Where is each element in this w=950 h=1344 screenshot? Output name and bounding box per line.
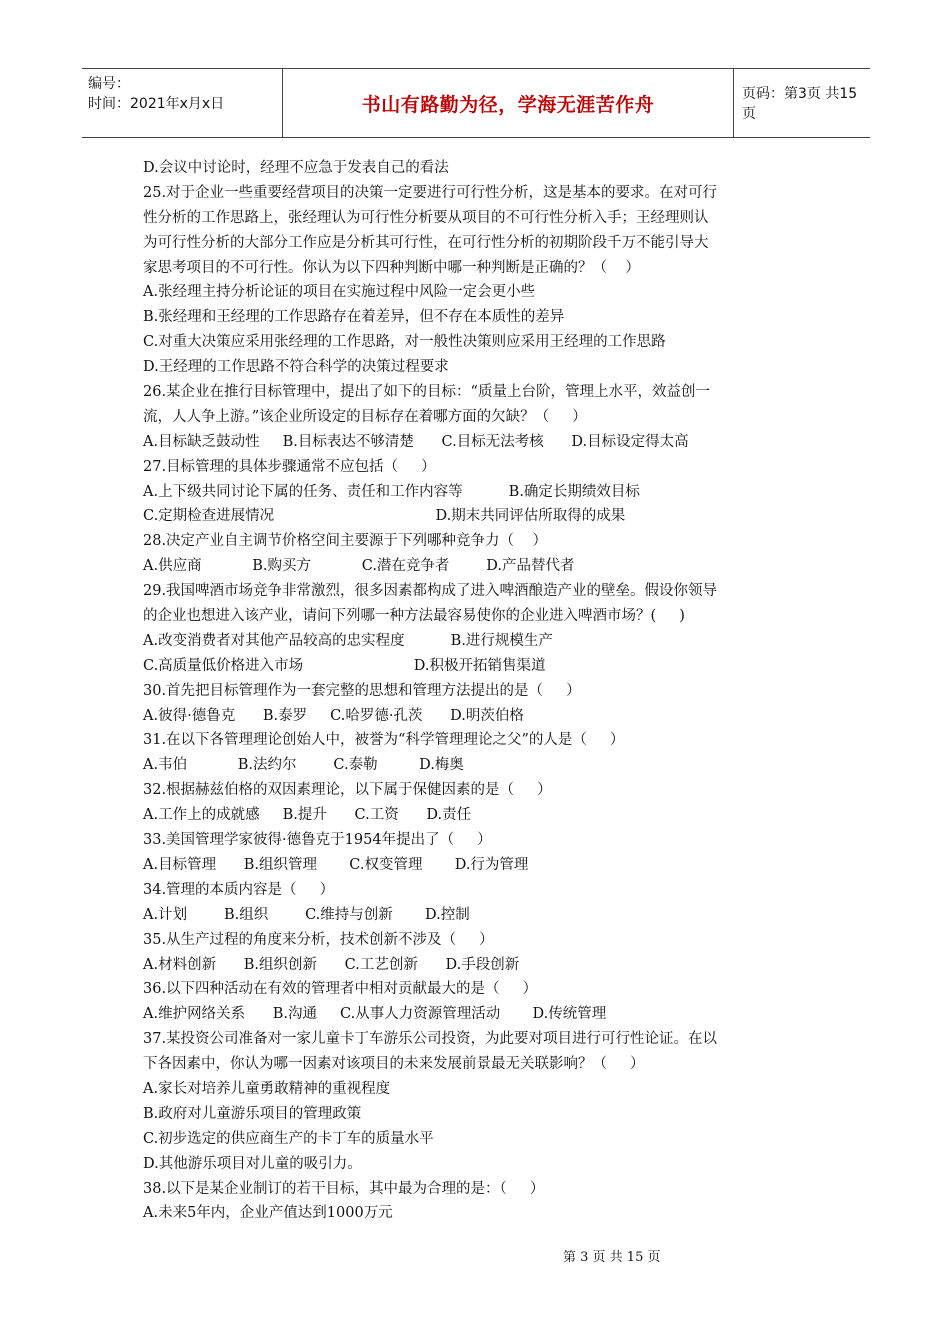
text-line: 26.某企业在推行目标管理中，提出了如下的目标：“质量上台阶，管理上水平，效益创一 — [143, 384, 710, 401]
text-line: 30.首先把目标管理作为一套完整的思想和管理方法提出的是（ ） — [143, 682, 581, 699]
footer-page-number: 第 3 页 共 15 页 — [563, 1250, 661, 1265]
text-line: D.其他游乐项目对儿童的吸引力。 — [143, 1155, 362, 1172]
text-line: 33.美国管理学家彼得·德鲁克于1954年提出了（ ） — [143, 832, 492, 849]
page-header — [82, 68, 870, 138]
text-line: C.初步选定的供应商生产的卡丁车的质量水平 — [143, 1130, 434, 1147]
text-line: A.上下级共同讨论下属的任务、责任和工作内容等 B.确定长期绩效目标 — [143, 483, 640, 500]
motto: 书山有路勤为径，学海无涯苦作舟 — [282, 69, 734, 137]
text-line: 36.以下四种活动在有效的管理者中相对贡献最大的是（ ） — [143, 981, 538, 998]
text-line: A.目标缺乏鼓动性 B.目标表达不够清楚 C.目标无法考核 D.目标设定得太高 — [143, 433, 689, 450]
date-label: 时间：2021年x月x日 — [88, 96, 225, 112]
text-line: 38.以下是某企业制订的若干目标，其中最为合理的是：（ ） — [143, 1180, 545, 1197]
text-line: A.改变消费者对其他产品较高的忠实程度 B.进行规模生产 — [143, 632, 553, 649]
text-line: A.家长对培养儿童勇敢精神的重视程度 — [143, 1080, 391, 1097]
text-line: 的企业也想进入该产业，请问下列哪一种方法最容易使你的企业进入啤酒市场？( ) — [143, 608, 685, 625]
text-line: A.维护网络关系 B.沟通 C.从事人力资源管理活动 D.传统管理 — [143, 1006, 607, 1023]
text-line: C.定期检查进展情况 D.期末共同评估所取得的成果 — [143, 508, 626, 525]
text-line: 下各因素中，你认为哪一因素对该项目的未来发展前景最无关联影响？（ ） — [143, 1056, 645, 1073]
text-line: 流，人人争上游。”该企业所设定的目标存在着哪方面的欠缺？（ ） — [143, 408, 587, 425]
text-line: A.未来5年内，企业产值达到1000万元 — [143, 1205, 393, 1222]
text-line: A.张经理主持分析论证的项目在实施过程中风险一定会更小些 — [143, 284, 536, 301]
text-line: A.计划 B.组织 C.维持与创新 D.控制 — [143, 906, 470, 923]
text-line: D.王经理的工作思路不符合科学的决策过程要求 — [143, 359, 449, 376]
text-line: A.目标管理 B.组织管理 C.权变管理 D.行为管理 — [143, 856, 529, 873]
text-line: B.张经理和王经理的工作思路存在着差异，但不存在本质性的差异 — [143, 309, 565, 326]
text-line: A.韦伯 B.法约尔 C.泰勒 D.梅奥 — [143, 757, 464, 774]
document-body — [143, 156, 813, 1226]
text-line: D.会议中讨论时，经理不应急于发表自己的看法 — [143, 160, 449, 176]
header-page-label: 页码：第3页 共15页 — [742, 86, 858, 122]
text-line: 27.目标管理的具体步骤通常不应包括（ ） — [143, 458, 436, 475]
text-line: 家思考项目的不可行性。你认为以下四种判断中哪一种判断是正确的？（ ） — [143, 259, 640, 276]
text-line: 37.某投资公司准备对一家儿童卡丁车游乐公司投资，为此要对项目进行可行性论证。在以 — [143, 1031, 718, 1048]
text-line: 31.在以下各管理理论创始人中，被誉为“科学管理理论之父”的人是（ ） — [143, 732, 625, 749]
header-meta — [82, 69, 282, 137]
text-line: A.工作上的成就感 B.提升 C.工资 D.责任 — [143, 807, 472, 824]
text-line: 性分析的工作思路上，张经理认为可行性分析要从项目的不可行性分析入手；王经理则认 — [143, 209, 709, 226]
text-line: 32.根据赫兹伯格的双因素理论，以下属于保健因素的是（ ） — [143, 782, 552, 799]
text-line: B.政府对儿童游乐项目的管理政策 — [143, 1105, 362, 1122]
text-line: 34.管理的本质内容是（ ） — [143, 881, 335, 898]
text-line: 28.决定产业自主调节价格空间主要源于下列哪种竞争力（ ） — [143, 533, 547, 550]
text-line: C.对重大决策应采用张经理的工作思路，对一般性决策则应采用王经理的工作思路 — [143, 334, 666, 351]
text-line: 为可行性分析的大部分工作应是分析其可行性，在可行性分析的初期阶段千万不能引导大 — [143, 234, 709, 251]
text-line: 35.从生产过程的角度来分析，技术创新不涉及（ ） — [143, 931, 494, 948]
text-line: C.高质量低价格进入市场 D.积极开拓销售渠道 — [143, 657, 546, 674]
text-line: A.材料创新 B.组织创新 C.工艺创新 D.手段创新 — [143, 956, 520, 973]
text-line: A.彼得·德鲁克 B.泰罗 C.哈罗德·孔茨 D.明茨伯格 — [143, 707, 524, 724]
text-line: 29.我国啤酒市场竞争非常激烈，很多因素都构成了进入啤酒酿造产业的壁垒。假设你领导 — [143, 583, 718, 600]
number-label: 编号： — [88, 76, 130, 92]
text-line: 25.对于企业一些重要经营项目的决策一定要进行可行性分析，这是基本的要求。在对可行 — [143, 184, 718, 201]
text-line: A.供应商 B.购买方 C.潜在竞争者 D.产品替代者 — [143, 558, 575, 575]
